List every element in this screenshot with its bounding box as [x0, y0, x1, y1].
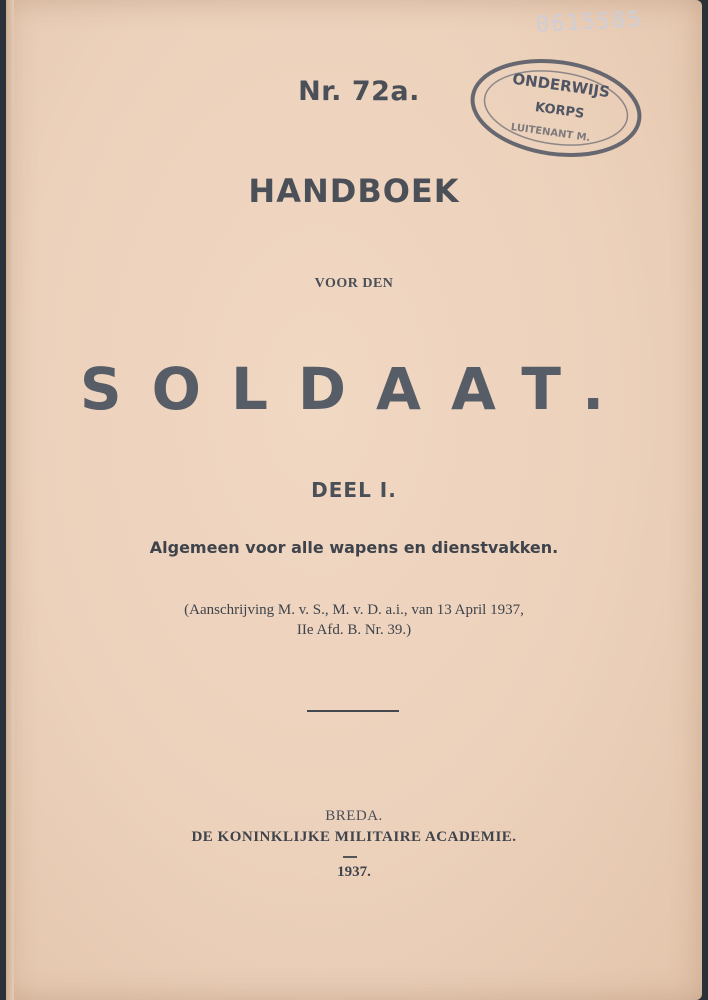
reference-note — [0, 600, 708, 640]
reference-line-1: (Aanschrijving M. v. S., M. v. D. a.i., van 13 April 1937, — [184, 602, 524, 618]
stamp-line-2: KORPS — [534, 100, 586, 122]
main-title-soldaat: SOLDAAT. — [79, 355, 635, 423]
title-voor-den: VOOR DEN — [314, 276, 394, 291]
stamp-line-3: LUITENANT M. — [510, 121, 591, 144]
series-number: Nr. 72a. — [298, 76, 420, 107]
subtitle: Algemeen voor alle wapens en dienstvakken. — [149, 538, 559, 557]
reference-line-2: IIe Afd. B. Nr. 39.) — [296, 622, 412, 638]
handwritten-inventory-number: 0615585 — [535, 7, 644, 38]
small-divider — [343, 856, 357, 858]
part-label: DEEL I. — [311, 478, 397, 502]
title-handboek: HANDBOEK — [248, 172, 460, 210]
publication-place: BREDA. — [325, 808, 383, 824]
publication-year: 1937. — [337, 864, 371, 880]
library-stamp — [468, 56, 644, 160]
stamp-line-1: ONDERWIJS — [511, 69, 611, 102]
publisher: DE KONINKLIJKE MILITAIRE ACADEMIE. — [191, 829, 517, 845]
divider-rule — [307, 710, 399, 712]
